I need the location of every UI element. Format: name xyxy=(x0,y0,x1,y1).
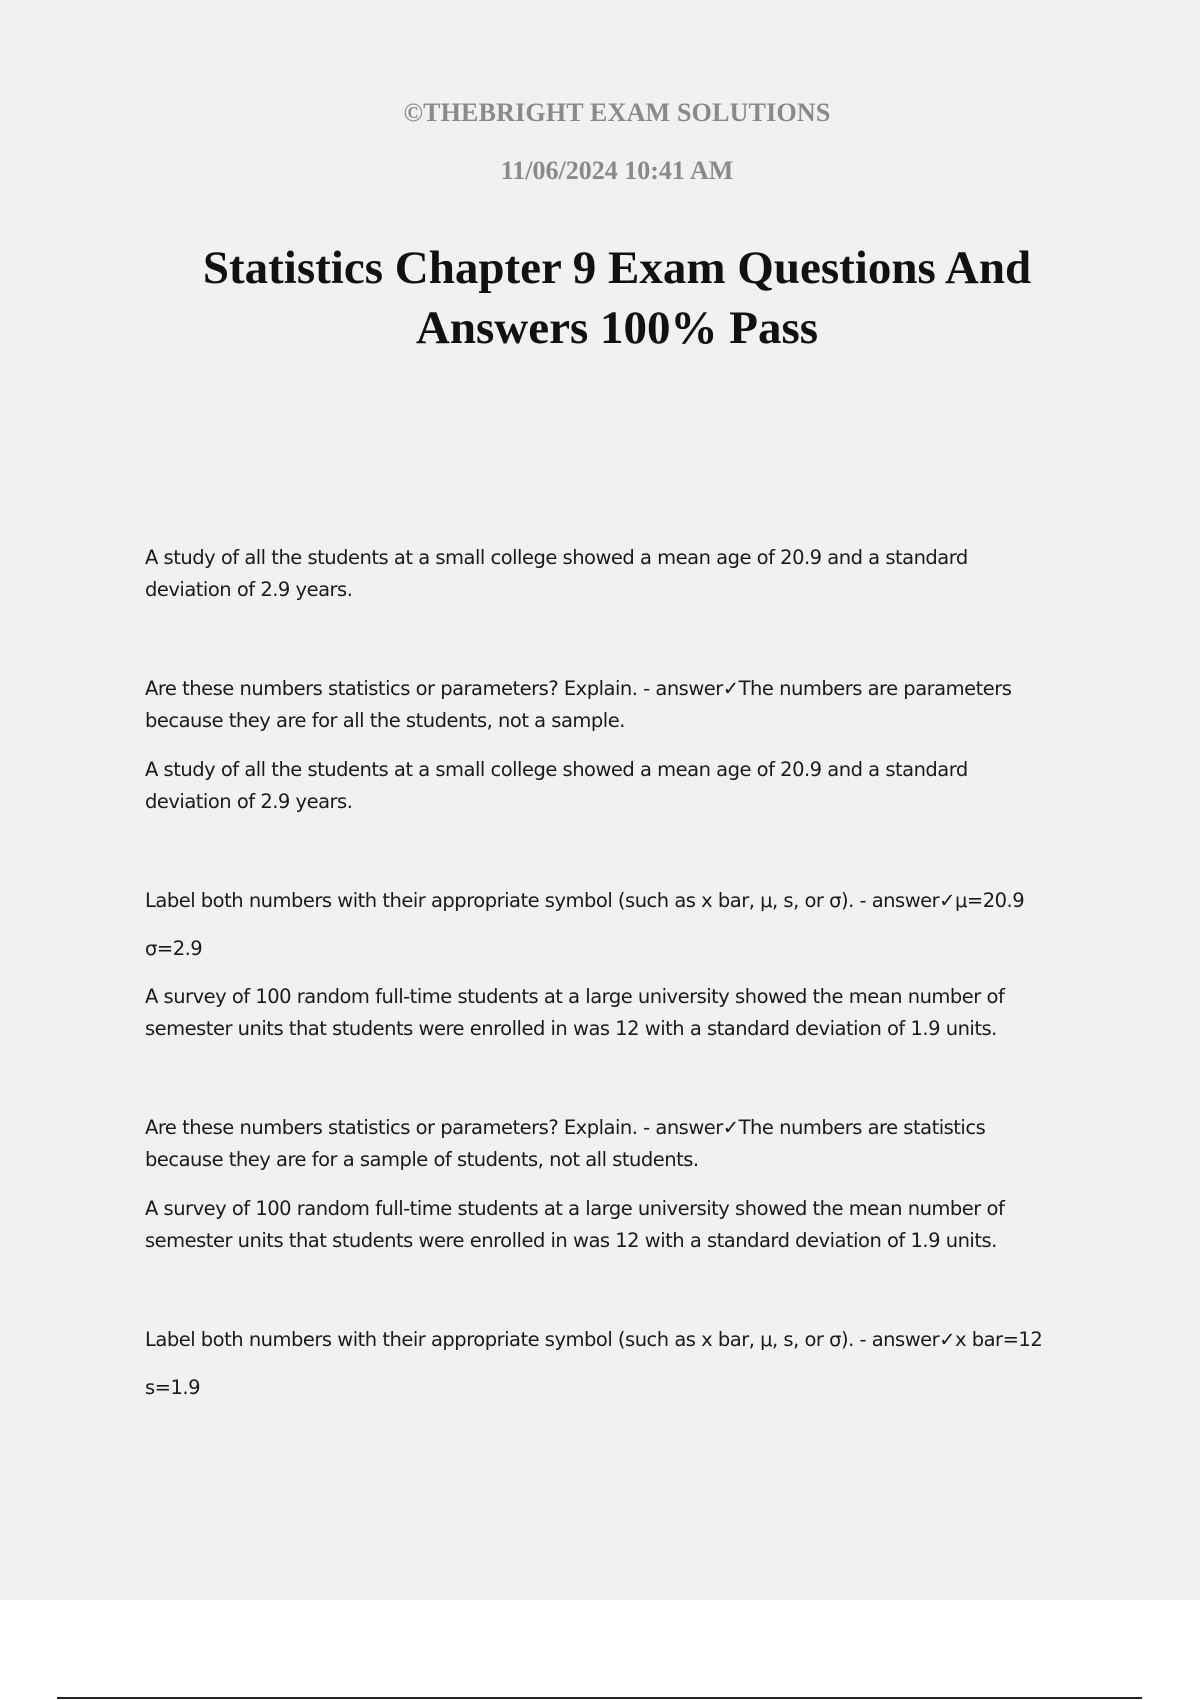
text-line: A survey of 100 random full-time students at a large university showed the mean number of xyxy=(145,1197,1005,1220)
text-line: A study of all the students at a small college showed a mean age of 20.9 and a standard xyxy=(145,758,968,781)
text-line: Are these numbers statistics or parameters? Explain. - answer✓The numbers are statistics xyxy=(145,1116,986,1139)
question-2-answer xyxy=(145,885,1105,965)
text-line: deviation of 2.9 years. xyxy=(145,578,353,601)
text-line: s=1.9 xyxy=(145,1376,201,1399)
text-line: semester units that students were enrolled in was 12 with a standard deviation of 1.9 units. xyxy=(145,1229,997,1252)
text-line: σ=2.9 xyxy=(145,937,203,960)
question-1-context xyxy=(145,542,1105,606)
text-line: Are these numbers statistics or parameters? Explain. - answer✓The numbers are parameters xyxy=(145,677,1012,700)
text-line: A survey of 100 random full-time students at a large university showed the mean number of xyxy=(145,985,1005,1008)
header-copyright: ©THEBRIGHT EXAM SOLUTIONS xyxy=(403,98,831,127)
question-4-context xyxy=(145,1193,1105,1257)
question-1-answer xyxy=(145,673,1105,737)
text-line: deviation of 2.9 years. xyxy=(145,790,353,813)
text-line: A study of all the students at a small college showed a mean age of 20.9 and a standard xyxy=(145,546,968,569)
text-line: Label both numbers with their appropriate symbol (such as x bar, μ, s, or σ). - answer✓μ=20.9 xyxy=(145,889,1025,912)
question-3-context xyxy=(145,981,1105,1045)
page-title-line-1: Statistics Chapter 9 Exam Questions And xyxy=(202,242,1032,294)
question-3-answer xyxy=(145,1112,1105,1176)
text-line: because they are for a sample of students, not all students. xyxy=(145,1148,699,1171)
header-datetime: 11/06/2024 10:41 AM xyxy=(500,156,734,185)
question-4-answer xyxy=(145,1324,1105,1404)
page-title xyxy=(150,238,1084,358)
question-2-context xyxy=(145,754,1105,818)
page-title-line-2: Answers 100% Pass xyxy=(415,302,819,354)
text-line: Label both numbers with their appropriate symbol (such as x bar, μ, s, or σ). - answer✓x bar=12 xyxy=(145,1328,1043,1351)
text-line: semester units that students were enrolled in was 12 with a standard deviation of 1.9 units. xyxy=(145,1017,997,1040)
text-line: because they are for all the students, not a sample. xyxy=(145,709,625,732)
footer-divider xyxy=(57,1697,1142,1699)
